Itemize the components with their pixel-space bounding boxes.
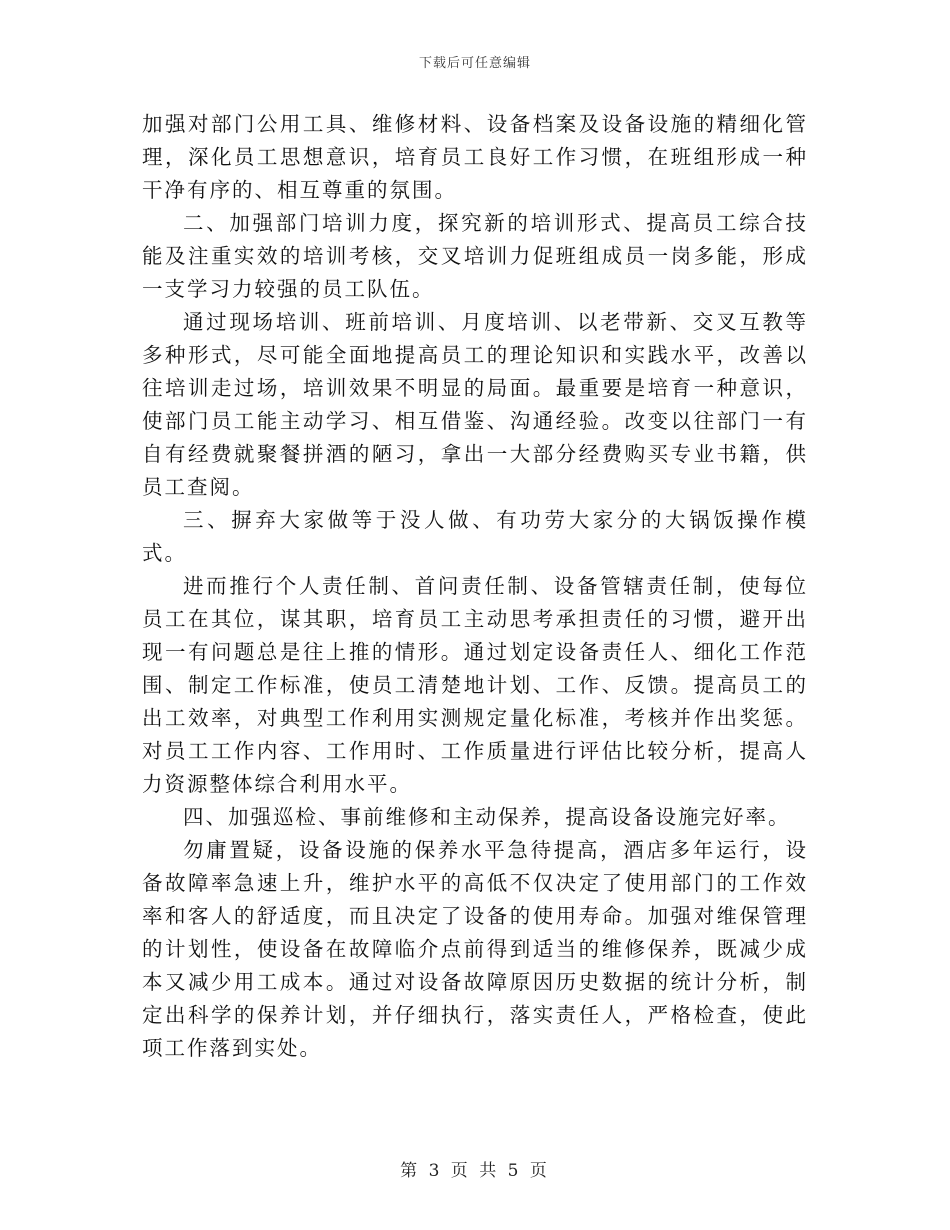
paragraph: 通过现场培训、班前培训、月度培训、以老带新、交叉互教等多种形式，尽可能全面地提高员工的理论知识和实践水平，改善以往培训走过场，培训效果不明显的局面。最重要是培育一种意识，使部门员工能主动学习、相互借鉴、沟通经验。改变以往部门一有自有经费就聚餐拼酒的陋习，拿出一大部分经费购买专业书籍，供员工查阅。 [142,310,808,499]
paragraph: 加强对部门公用工具、维修材料、设备档案及设备设施的精细化管理，深化员工思想意识，培育员工良好工作习惯，在班组形成一种干净有序的、相互尊重的氛围。 [142,112,808,202]
paragraph: 进而推行个人责任制、首问责任制、设备管辖责任制，使每位员工在其位，谋其职，培育员工主动思考承担责任的习惯，避开出现一有问题总是往上推的情形。通过划定设备责任人、细化工作范围、制定工作标准，使员工清楚地计划、工作、反馈。提高员工的出工效率，对典型工作利用实测规定量化标准，考核并作出奖惩。对员工工作内容、工作用时、工作质量进行评估比较分析，提高人力资源整体综合利用水平。 [142,574,808,796]
paragraph: 勿庸置疑，设备设施的保养水平急待提高，酒店多年运行，设备故障率急速上升，维护水平的高低不仅决定了使用部门的工作效率和客人的舒适度，而且决定了设备的使用寿命。加强对维保管理的计划性，使设备在故障临介点前得到适当的维修保养，既减少成本又减少用工成本。通过对设备故障原因历史数据的统计分析，制定出科学的保养计划，并仔细执行，落实责任人，严格检查，使此项工作落到实处。 [142,838,808,1060]
page-footer: 第 3 页 共 5 页 [400,1161,550,1181]
document-body [142,108,808,1065]
paragraph: 二、加强部门培训力度，探究新的培训形式、提高员工综合技能及注重实效的培训考核，交叉培训力促班组成员一岗多能，形成一支学习力较强的员工队伍。 [142,211,808,301]
paragraph: 三、摒弃大家做等于没人做、有功劳大家分的大锅饭操作模式。 [142,508,808,565]
page-header: 下载后可任意编辑 [418,56,531,71]
paragraph: 四、加强巡检、事前维修和主动保养，提高设备设施完好率。 [183,805,791,829]
